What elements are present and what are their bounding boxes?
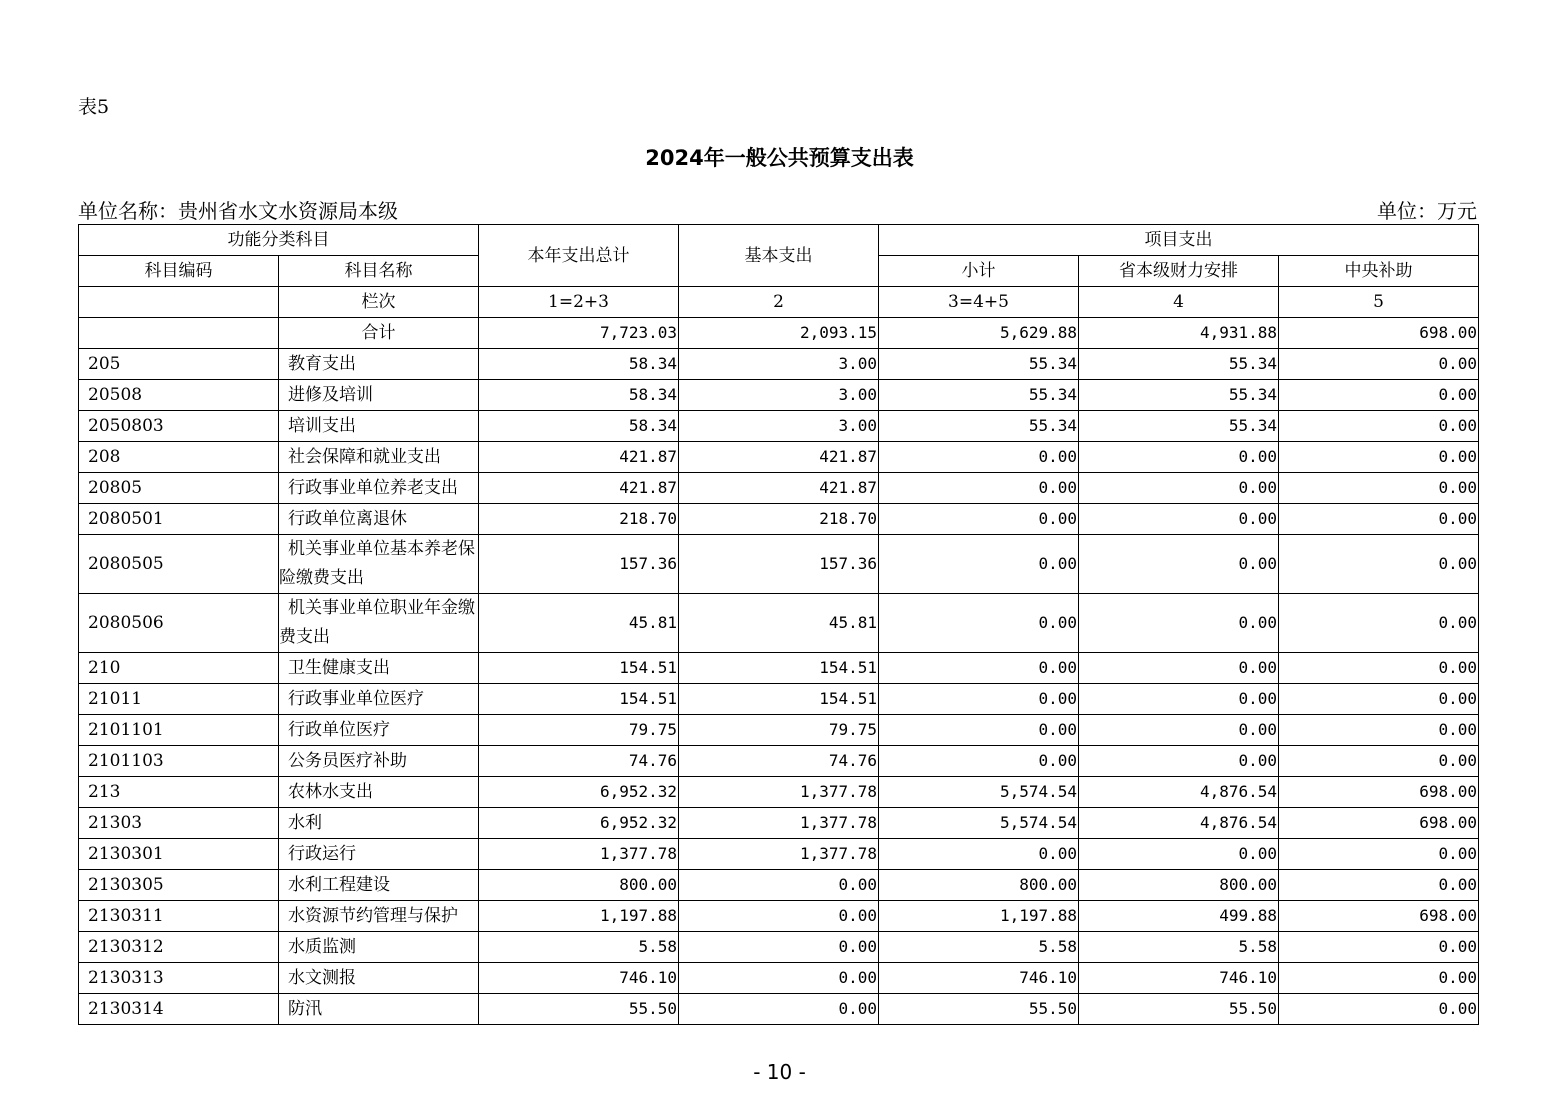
row-code: 2080506 — [79, 594, 279, 653]
total-row-central: 698.00 — [1279, 318, 1479, 349]
row-code: 2130314 — [79, 994, 279, 1025]
row-provincial: 800.00 — [1079, 870, 1279, 901]
total-row-total: 7,723.03 — [479, 318, 679, 349]
row-code: 2101101 — [79, 715, 279, 746]
page-title: 2024年一般公共预算支出表 — [645, 146, 914, 170]
row-central: 0.00 — [1279, 411, 1479, 442]
row-provincial: 55.50 — [1079, 994, 1279, 1025]
row-central: 698.00 — [1279, 901, 1479, 932]
row-total: 421.87 — [479, 473, 679, 504]
row-subtotal: 55.34 — [879, 349, 1079, 380]
row-central: 0.00 — [1279, 594, 1479, 653]
row-subtotal: 0.00 — [879, 504, 1079, 535]
header-basic: 基本支出 — [679, 225, 879, 287]
unit-name: 单位名称：贵州省水文水资源局本级 — [78, 199, 398, 223]
row-name: 进修及培训 — [279, 380, 479, 411]
row-basic: 0.00 — [679, 932, 879, 963]
row-subtotal: 55.34 — [879, 411, 1079, 442]
row-subtotal: 55.34 — [879, 380, 1079, 411]
row-code: 208 — [79, 442, 279, 473]
row-subtotal: 5,574.54 — [879, 808, 1079, 839]
row-code: 20508 — [79, 380, 279, 411]
total-row-basic: 2,093.15 — [679, 318, 879, 349]
header-code: 科目编码 — [79, 256, 279, 287]
row-code: 2130312 — [79, 932, 279, 963]
row-name: 水质监测 — [279, 932, 479, 963]
row-total: 45.81 — [479, 594, 679, 653]
row-code: 2080505 — [79, 535, 279, 594]
row-subtotal: 0.00 — [879, 715, 1079, 746]
row-total: 154.51 — [479, 653, 679, 684]
row-name: 培训支出 — [279, 411, 479, 442]
table-row — [79, 684, 1479, 715]
unit-row — [78, 195, 1477, 223]
row-basic: 0.00 — [679, 994, 879, 1025]
row-central: 0.00 — [1279, 963, 1479, 994]
column-index-basic: 2 — [679, 287, 879, 318]
row-total: 5.58 — [479, 932, 679, 963]
row-total: 746.10 — [479, 963, 679, 994]
row-name: 机关事业单位职业年金缴费支出 — [279, 594, 479, 653]
row-subtotal: 0.00 — [879, 839, 1079, 870]
row-provincial: 55.34 — [1079, 349, 1279, 380]
row-central: 0.00 — [1279, 380, 1479, 411]
row-basic: 3.00 — [679, 349, 879, 380]
row-central: 0.00 — [1279, 715, 1479, 746]
row-code: 2050803 — [79, 411, 279, 442]
table-row — [79, 870, 1479, 901]
table-row — [79, 715, 1479, 746]
row-name: 教育支出 — [279, 349, 479, 380]
table-row — [79, 442, 1479, 473]
row-subtotal: 0.00 — [879, 473, 1079, 504]
row-basic: 1,377.78 — [679, 839, 879, 870]
row-subtotal: 55.50 — [879, 994, 1079, 1025]
header-row-1 — [79, 225, 1479, 256]
row-name: 机关事业单位基本养老保险缴费支出 — [279, 535, 479, 594]
unit-label: 单位：万元 — [1377, 199, 1477, 223]
row-provincial: 0.00 — [1079, 839, 1279, 870]
row-name: 行政单位离退休 — [279, 504, 479, 535]
page-number: - 10 - — [753, 1060, 806, 1084]
row-total: 58.34 — [479, 380, 679, 411]
row-provincial: 55.34 — [1079, 380, 1279, 411]
row-code: 20805 — [79, 473, 279, 504]
table-row — [79, 932, 1479, 963]
row-subtotal: 0.00 — [879, 594, 1079, 653]
row-code: 21011 — [79, 684, 279, 715]
row-provincial: 4,876.54 — [1079, 777, 1279, 808]
row-total: 1,377.78 — [479, 839, 679, 870]
row-total: 55.50 — [479, 994, 679, 1025]
column-index-central: 5 — [1279, 287, 1479, 318]
row-provincial: 0.00 — [1079, 715, 1279, 746]
row-provincial: 0.00 — [1079, 653, 1279, 684]
row-total: 1,197.88 — [479, 901, 679, 932]
row-total: 6,952.32 — [479, 808, 679, 839]
total-row-empty — [79, 318, 279, 349]
total-row-label: 合计 — [279, 318, 479, 349]
row-code: 213 — [79, 777, 279, 808]
row-total: 74.76 — [479, 746, 679, 777]
table-row — [79, 777, 1479, 808]
table-label: 表5 — [78, 96, 110, 118]
row-code: 2130313 — [79, 963, 279, 994]
row-total: 6,952.32 — [479, 777, 679, 808]
row-subtotal: 0.00 — [879, 442, 1079, 473]
row-basic: 1,377.78 — [679, 808, 879, 839]
header-subtotal: 小计 — [879, 256, 1079, 287]
table-row — [79, 504, 1479, 535]
table-row — [79, 901, 1479, 932]
header-central: 中央补助 — [1279, 256, 1479, 287]
row-provincial: 0.00 — [1079, 442, 1279, 473]
row-code: 2130301 — [79, 839, 279, 870]
table-row — [79, 746, 1479, 777]
row-code: 205 — [79, 349, 279, 380]
row-subtotal: 5.58 — [879, 932, 1079, 963]
row-subtotal: 1,197.88 — [879, 901, 1079, 932]
row-central: 0.00 — [1279, 839, 1479, 870]
row-name: 公务员医疗补助 — [279, 746, 479, 777]
row-basic: 79.75 — [679, 715, 879, 746]
row-central: 0.00 — [1279, 932, 1479, 963]
header-total: 本年支出总计 — [479, 225, 679, 287]
row-name: 社会保障和就业支出 — [279, 442, 479, 473]
row-provincial: 55.34 — [1079, 411, 1279, 442]
header-func-category: 功能分类科目 — [79, 225, 479, 256]
table-row — [79, 808, 1479, 839]
row-name: 行政事业单位医疗 — [279, 684, 479, 715]
table-row — [79, 380, 1479, 411]
table-row — [79, 473, 1479, 504]
row-basic: 3.00 — [679, 380, 879, 411]
row-name: 水资源节约管理与保护 — [279, 901, 479, 932]
row-basic: 3.00 — [679, 411, 879, 442]
row-name: 水利 — [279, 808, 479, 839]
column-index-row — [79, 287, 1479, 318]
row-total: 58.34 — [479, 349, 679, 380]
row-subtotal: 5,574.54 — [879, 777, 1079, 808]
row-basic: 45.81 — [679, 594, 879, 653]
total-row — [79, 318, 1479, 349]
row-basic: 218.70 — [679, 504, 879, 535]
budget-table — [78, 224, 1479, 1025]
row-total: 58.34 — [479, 411, 679, 442]
row-name: 水利工程建设 — [279, 870, 479, 901]
row-code: 2101103 — [79, 746, 279, 777]
row-central: 0.00 — [1279, 473, 1479, 504]
header-name: 科目名称 — [279, 256, 479, 287]
row-name: 水文测报 — [279, 963, 479, 994]
column-index-empty — [79, 287, 279, 318]
row-basic: 421.87 — [679, 473, 879, 504]
column-index-label: 栏次 — [279, 287, 479, 318]
row-provincial: 0.00 — [1079, 594, 1279, 653]
row-total: 218.70 — [479, 504, 679, 535]
row-provincial: 0.00 — [1079, 684, 1279, 715]
row-code: 21303 — [79, 808, 279, 839]
total-row-provincial: 4,931.88 — [1079, 318, 1279, 349]
row-basic: 154.51 — [679, 653, 879, 684]
row-basic: 421.87 — [679, 442, 879, 473]
row-subtotal: 0.00 — [879, 746, 1079, 777]
row-subtotal: 746.10 — [879, 963, 1079, 994]
row-basic: 1,377.78 — [679, 777, 879, 808]
row-subtotal: 0.00 — [879, 535, 1079, 594]
table-row — [79, 535, 1479, 594]
row-code: 2130311 — [79, 901, 279, 932]
row-name: 卫生健康支出 — [279, 653, 479, 684]
row-total: 421.87 — [479, 442, 679, 473]
row-basic: 0.00 — [679, 870, 879, 901]
row-basic: 0.00 — [679, 901, 879, 932]
row-central: 0.00 — [1279, 870, 1479, 901]
row-total: 157.36 — [479, 535, 679, 594]
row-total: 154.51 — [479, 684, 679, 715]
row-provincial: 5.58 — [1079, 932, 1279, 963]
row-central: 698.00 — [1279, 777, 1479, 808]
row-central: 0.00 — [1279, 684, 1479, 715]
row-provincial: 0.00 — [1079, 504, 1279, 535]
row-basic: 154.51 — [679, 684, 879, 715]
row-central: 0.00 — [1279, 994, 1479, 1025]
total-row-subtotal: 5,629.88 — [879, 318, 1079, 349]
row-subtotal: 800.00 — [879, 870, 1079, 901]
row-central: 0.00 — [1279, 349, 1479, 380]
row-central: 0.00 — [1279, 653, 1479, 684]
row-central: 0.00 — [1279, 442, 1479, 473]
row-name: 行政事业单位养老支出 — [279, 473, 479, 504]
row-code: 210 — [79, 653, 279, 684]
row-name: 防汛 — [279, 994, 479, 1025]
column-index-provincial: 4 — [1079, 287, 1279, 318]
table-row — [79, 349, 1479, 380]
table-row — [79, 594, 1479, 653]
row-provincial: 0.00 — [1079, 535, 1279, 594]
row-subtotal: 0.00 — [879, 653, 1079, 684]
row-provincial: 746.10 — [1079, 963, 1279, 994]
column-index-total: 1=2+3 — [479, 287, 679, 318]
row-central: 698.00 — [1279, 808, 1479, 839]
table-row — [79, 963, 1479, 994]
row-name: 农林水支出 — [279, 777, 479, 808]
row-subtotal: 0.00 — [879, 684, 1079, 715]
row-total: 800.00 — [479, 870, 679, 901]
table-row — [79, 994, 1479, 1025]
row-provincial: 4,876.54 — [1079, 808, 1279, 839]
table-row — [79, 653, 1479, 684]
row-total: 79.75 — [479, 715, 679, 746]
row-name: 行政单位医疗 — [279, 715, 479, 746]
row-basic: 0.00 — [679, 963, 879, 994]
row-central: 0.00 — [1279, 535, 1479, 594]
row-code: 2080501 — [79, 504, 279, 535]
row-provincial: 499.88 — [1079, 901, 1279, 932]
row-central: 0.00 — [1279, 504, 1479, 535]
row-basic: 74.76 — [679, 746, 879, 777]
table-row — [79, 411, 1479, 442]
header-provincial: 省本级财力安排 — [1079, 256, 1279, 287]
row-code: 2130305 — [79, 870, 279, 901]
row-provincial: 0.00 — [1079, 473, 1279, 504]
column-index-subtotal: 3=4+5 — [879, 287, 1079, 318]
table-row — [79, 839, 1479, 870]
row-name: 行政运行 — [279, 839, 479, 870]
row-provincial: 0.00 — [1079, 746, 1279, 777]
row-basic: 157.36 — [679, 535, 879, 594]
header-project: 项目支出 — [879, 225, 1479, 256]
row-central: 0.00 — [1279, 746, 1479, 777]
